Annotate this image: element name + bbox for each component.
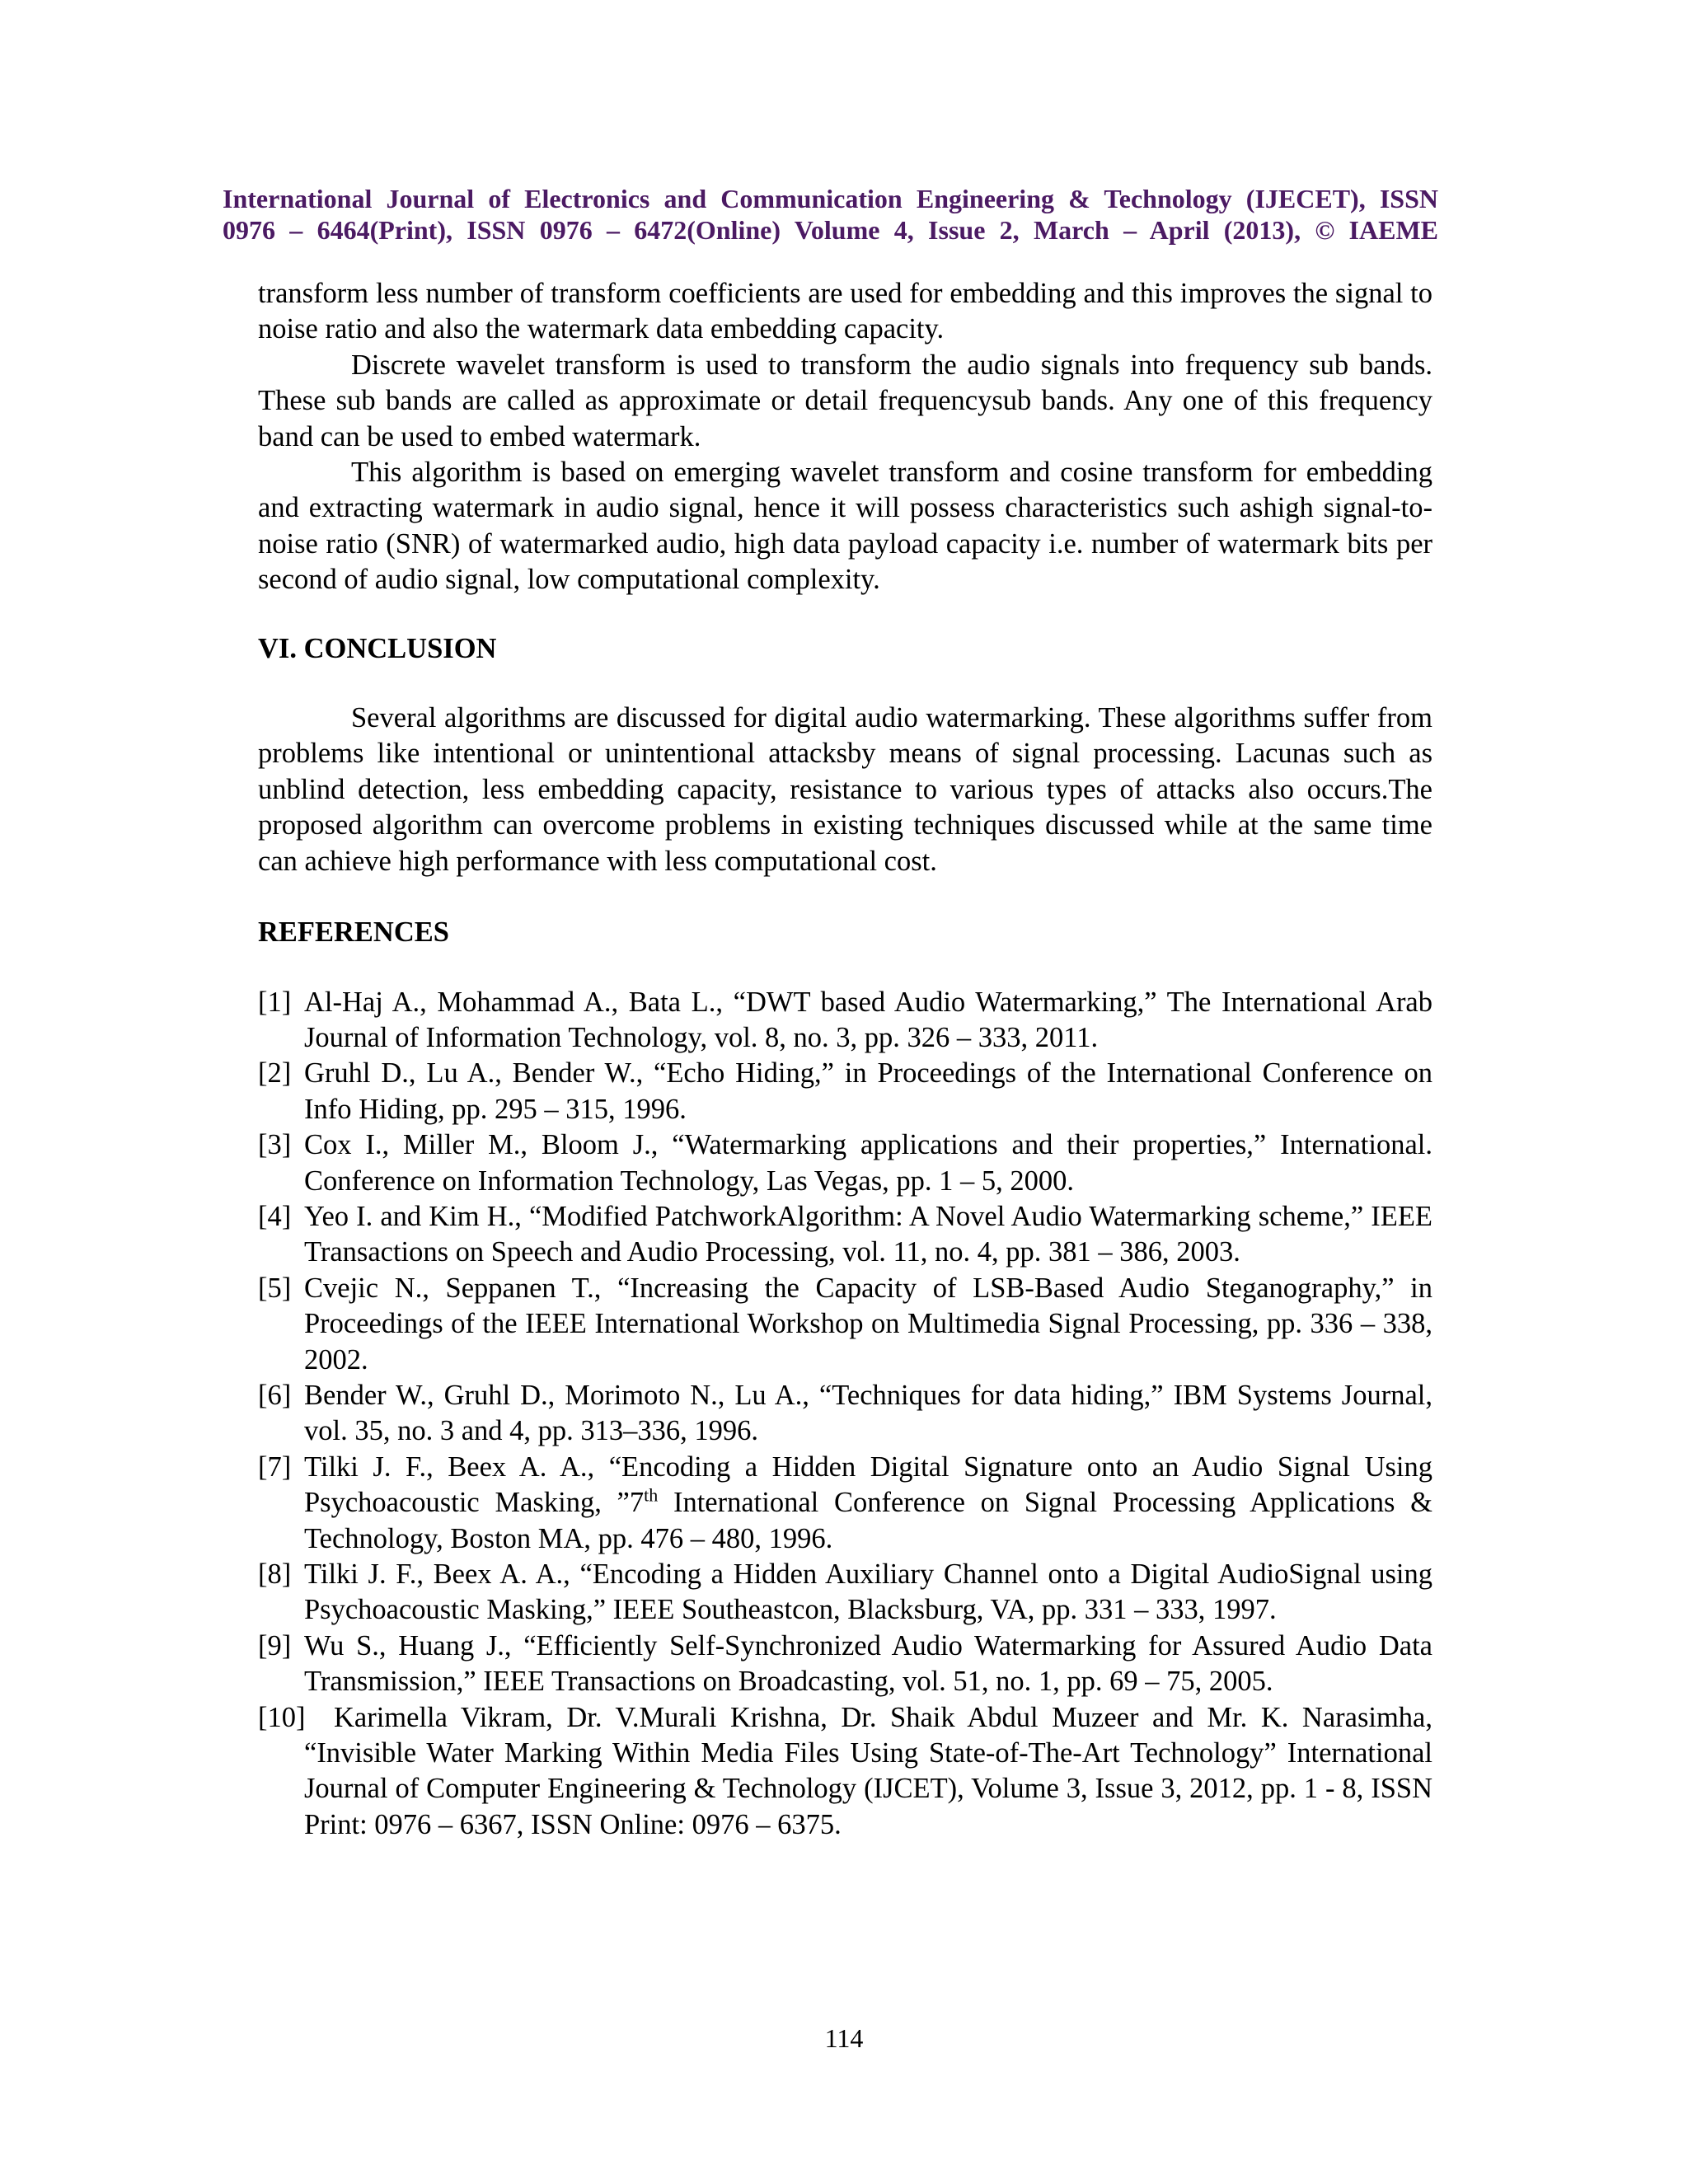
- reference-item-5: [258, 1271, 1432, 1378]
- reference-item-2: [258, 1056, 1432, 1127]
- reference-number: [9]: [258, 1629, 292, 1661]
- reference-item-4: [258, 1199, 1432, 1271]
- reference-item-1: [258, 985, 1432, 1057]
- reference-number: [10]: [258, 1701, 306, 1733]
- reference-text: Tilki J. F., Beex A. A., “Encoding a Hidden Digital Signature onto an Audio Signal Using Psychoacoustic Masking, ”7: [304, 1451, 1432, 1519]
- reference-item-9: [258, 1629, 1432, 1700]
- reference-number: [1]: [258, 986, 292, 1018]
- page-number: 114: [824, 2023, 864, 2053]
- reference-item-10: [258, 1700, 1432, 1844]
- reference-superscript: th: [644, 1484, 659, 1506]
- conclusion-paragraph: Several algorithms are discussed for digital audio watermarking. These algorithms suffer from problems like intentional or unintentional attacksby means of signal processing. Lacunas such as unblind detection, less embedding capacity, resistance to various types of attacks also occurs.The proposed algorithm can overcome problems in existing techniques discussed while at the same time can achieve high performance with less computational cost.: [258, 702, 1432, 877]
- page-content: [258, 276, 1432, 1843]
- reference-text: Karimella Vikram, Dr. V.Murali Krishna, Dr. Shaik Abdul Muzeer and Mr. K. Narasimha, “Invisible Water Marking Within Media Files Using State-of-The-Art Technology” International Journal of Computer Engineering & Technology (IJCET), Volume 3, Issue 3, 2012, pp. 1 - 8, ISSN Print: 0976 – 6367, ISSN Online: 0976 – 6375.: [304, 1701, 1432, 1840]
- reference-number: [7]: [258, 1451, 292, 1483]
- reference-item-8: [258, 1557, 1432, 1629]
- reference-text: Wu S., Huang J., “Efficiently Self-Synchronized Audio Watermarking for Assured Audio Data Transmission,” IEEE Transactions on Broadcasting, vol. 51, no. 1, pp. 69 – 75, 2005.: [304, 1629, 1432, 1698]
- conclusion-heading: VI. CONCLUSION: [258, 632, 497, 664]
- reference-text: Cvejic N., Seppanen T., “Increasing the Capacity of LSB-Based Audio Steganography,” in Proceedings of the IEEE International Workshop on Multimedia Signal Processing, pp. 336 – 338, 2002.: [304, 1272, 1432, 1376]
- reference-text: Al-Haj A., Mohammad A., Bata L., “DWT based Audio Watermarking,” The International Arab Journal of Information Technology, vol. 8, no. 3, pp. 326 – 333, 2011.: [304, 986, 1432, 1053]
- journal-header: [223, 183, 1438, 246]
- reference-list: [258, 985, 1432, 1844]
- reference-number: [4]: [258, 1200, 292, 1232]
- reference-number: [5]: [258, 1272, 292, 1304]
- body-paragraph-2: Discrete wavelet transform is used to transform the audio signals into frequency sub bands. These sub bands are called as approximate or detail frequencysub bands. Any one of this frequency band can be used to embed watermark.: [258, 349, 1432, 452]
- reference-number: [6]: [258, 1379, 292, 1411]
- reference-text: Yeo I. and Kim H., “Modified PatchworkAlgorithm: A Novel Audio Watermarking scheme,” IEEE Transactions on Speech and Audio Processing, vol. 11, no. 4, pp. 381 – 386, 2003.: [304, 1200, 1432, 1268]
- reference-text: Gruhl D., Lu A., Bender W., “Echo Hiding,” in Proceedings of the International Conference on Info Hiding, pp. 295 – 315, 1996.: [304, 1057, 1432, 1125]
- reference-text: Tilki J. F., Beex A. A., “Encoding a Hidden Auxiliary Channel onto a Digital AudioSignal using Psychoacoustic Masking,” IEEE Southeastcon, Blacksburg, VA, pp. 331 – 333, 1997.: [304, 1558, 1432, 1626]
- body-paragraph-3: This algorithm is based on emerging wavelet transform and cosine transform for embedding and extracting watermark in audio signal, hence it will possess characteristics such ashigh signal-to-noise ratio (SNR) of watermarked audio, high data payload capacity i.e. number of watermark bits per second of audio signal, low computational complexity.: [258, 457, 1432, 596]
- reference-number: [2]: [258, 1057, 292, 1090]
- references-heading: REFERENCES: [258, 916, 449, 949]
- reference-item-6: [258, 1378, 1432, 1450]
- body-paragraph-1: transform less number of transform coefficients are used for embedding and this improves the signal to noise ratio and also the watermark data embedding capacity.: [258, 278, 1432, 345]
- reference-item-3: [258, 1127, 1432, 1199]
- reference-number: [8]: [258, 1558, 292, 1590]
- reference-text: Bender W., Gruhl D., Morimoto N., Lu A., “Techniques for data hiding,” IBM Systems Journal, vol. 35, no. 3 and 4, pp. 313–336, 1996.: [304, 1379, 1432, 1447]
- journal-header-line-2: 0976 – 6464(Print), ISSN 0976 – 6472(Online) Volume 4, Issue 2, March – April (2013), © IAEME: [223, 215, 1438, 245]
- reference-number: [3]: [258, 1129, 292, 1161]
- reference-item-7: [258, 1450, 1432, 1557]
- reference-text: Cox I., Miller M., Bloom J., “Watermarking applications and their properties,” International. Conference on Information Technology, Las Vegas, pp. 1 – 5, 2000.: [304, 1129, 1432, 1197]
- reference-text-continued: International Conference on Signal Processing Applications & Technology, Boston MA, pp. 476 – 480, 1996.: [304, 1487, 1432, 1554]
- journal-header-line-1: International Journal of Electronics and Communication Engineering & Technology (IJECET), ISSN: [223, 184, 1438, 213]
